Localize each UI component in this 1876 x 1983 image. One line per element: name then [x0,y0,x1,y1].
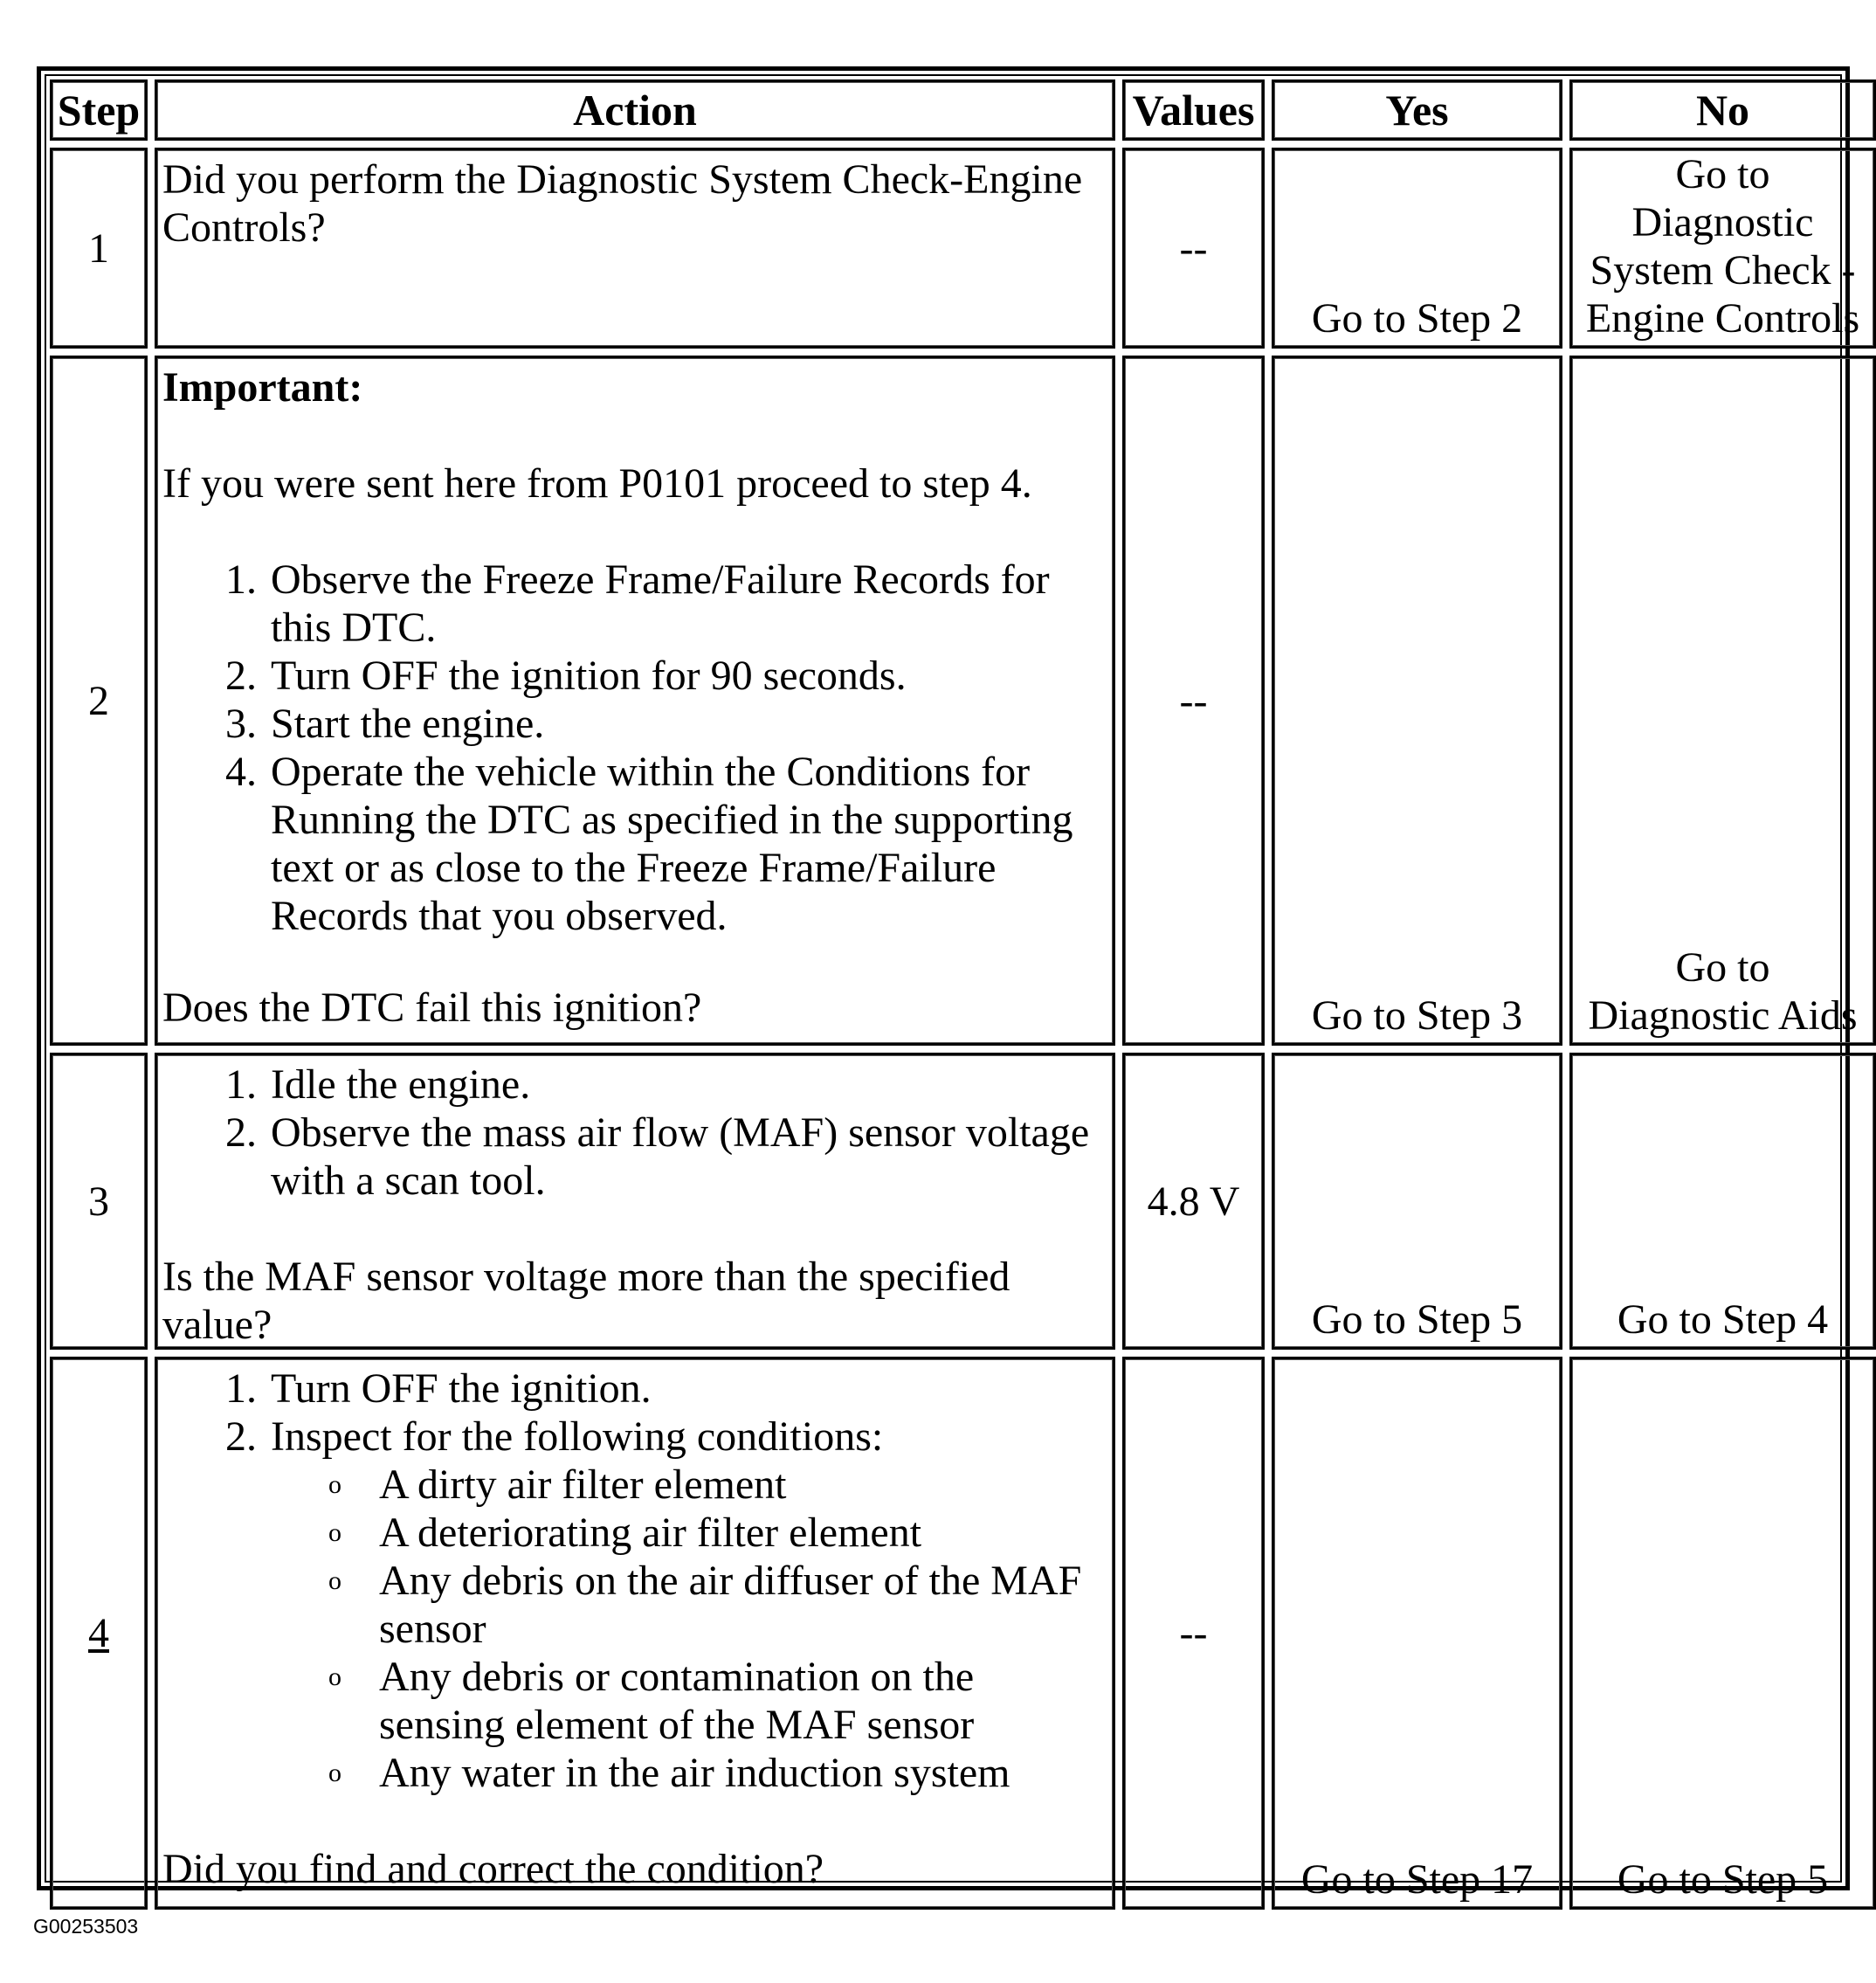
question-text: Did you find and correct the condition? [162,1846,824,1892]
yes-text: Go to Step 5 [1311,1296,1523,1343]
step-text: Turn OFF the ignition for 90 seconds. [271,653,907,699]
diagnostic-table-grid [45,74,1860,1903]
no-text-line: Diagnostic Aids [1588,992,1858,1039]
question-text: Does the DTC fail this ignition? [162,985,702,1031]
yes-text: Go to Step 3 [1311,992,1523,1039]
action-cell [155,356,1115,1046]
diagnostic-table [37,66,1860,1903]
procedure-list [162,556,1109,940]
step-text: Idle the engine. [271,1061,531,1108]
header-step: Step [50,79,148,141]
step-number [50,1357,148,1910]
condition-item [271,1557,1109,1653]
procedure-step [162,1413,1109,1797]
step-text: Turn OFF the ignition. [271,1365,652,1412]
yes-cell [1272,1357,1562,1910]
step-number: 3 [50,1053,148,1350]
no-text-line: System Check - [1590,247,1856,294]
procedure-list [162,1061,1109,1205]
procedure-step [162,1061,1109,1109]
header-action: Action [155,79,1115,141]
step-number-text: 4 [88,1610,109,1656]
bullet-icon: o [328,1566,341,1595]
question-text: Is the MAF sensor voltage more than the specified value? [162,1254,1010,1348]
step-text: Observe the Freeze Frame/Failure Records for this DTC. [271,556,1050,651]
no-text: Go to Step 5 [1617,1856,1829,1903]
step-text: Observe the mass air flow (MAF) sensor voltage with a scan tool. [271,1109,1090,1204]
step-index: 2. [225,1109,257,1156]
no-cell [1569,1357,1876,1910]
procedure-step [162,1365,1109,1413]
bullet-icon: o [328,1518,341,1547]
action-text: Did you perform the Diagnostic System Check-Engine Controls? [162,156,1083,251]
action-cell [155,148,1115,349]
yes-cell [1272,1053,1562,1350]
figure-id: G00253503 [33,1915,139,1938]
step-text: Inspect for the following conditions: [271,1413,884,1460]
condition-text: A dirty air filter element [379,1461,787,1508]
step-index: 3. [225,701,257,747]
no-text-line: Go to [1675,944,1770,991]
step-number: 1 [50,148,148,349]
condition-item [271,1653,1109,1749]
value-cell: -- [1122,148,1265,349]
condition-text: Any water in the air induction system [379,1750,1010,1796]
no-text-line: Engine Controls [1585,295,1860,342]
step-index: 1. [225,1061,257,1108]
note-text: If you were sent here from P0101 proceed to step 4. [162,460,1032,507]
no-cell [1569,1053,1876,1350]
procedure-step [162,748,1109,940]
step-number: 2 [50,356,148,1046]
condition-item [271,1509,1109,1557]
condition-item [271,1749,1109,1797]
bullet-icon: o [328,1758,341,1787]
yes-text: Go to Step 2 [1311,295,1523,342]
bullet-icon: o [328,1470,341,1499]
action-cell [155,1053,1115,1350]
no-cell [1569,148,1876,349]
no-text-line: Go to [1675,151,1770,197]
condition-text: A deteriorating air filter element [379,1510,922,1556]
value-cell: 4.8 V [1122,1053,1265,1350]
no-text: Go to Step 4 [1617,1296,1829,1343]
header-values: Values [1122,79,1265,141]
procedure-step [162,652,1109,700]
condition-text: Any debris or contamination on the sensing element of the MAF sensor [379,1654,975,1748]
no-text-line: Diagnostic [1631,199,1814,245]
value-cell: -- [1122,356,1265,1046]
procedure-step [162,700,1109,748]
yes-cell [1272,148,1562,349]
yes-cell [1272,356,1562,1046]
important-label: Important: [162,364,363,411]
procedure-list [162,1365,1109,1797]
step-index: 2. [225,653,257,699]
procedure-step [162,556,1109,652]
step-index: 2. [225,1413,257,1460]
condition-text: Any debris on the air diffuser of the MAF sensor [379,1558,1082,1652]
condition-item [271,1461,1109,1509]
step-text: Start the engine. [271,701,545,747]
condition-list [271,1461,1109,1797]
no-cell [1569,356,1876,1046]
value-cell: -- [1122,1357,1265,1910]
step-index: 1. [225,1365,257,1412]
step-text: Operate the vehicle within the Conditions for Running the DTC as specified in the supporting text or as close to the Freeze Frame/Failure Records that you observed. [271,749,1073,939]
step-index: 1. [225,556,257,603]
yes-text: Go to Step 17 [1300,1856,1534,1903]
header-no: No [1569,79,1876,141]
header-yes: Yes [1272,79,1562,141]
bullet-icon: o [328,1662,341,1691]
procedure-step [162,1109,1109,1205]
action-cell [155,1357,1115,1910]
step-index: 4. [225,749,257,795]
